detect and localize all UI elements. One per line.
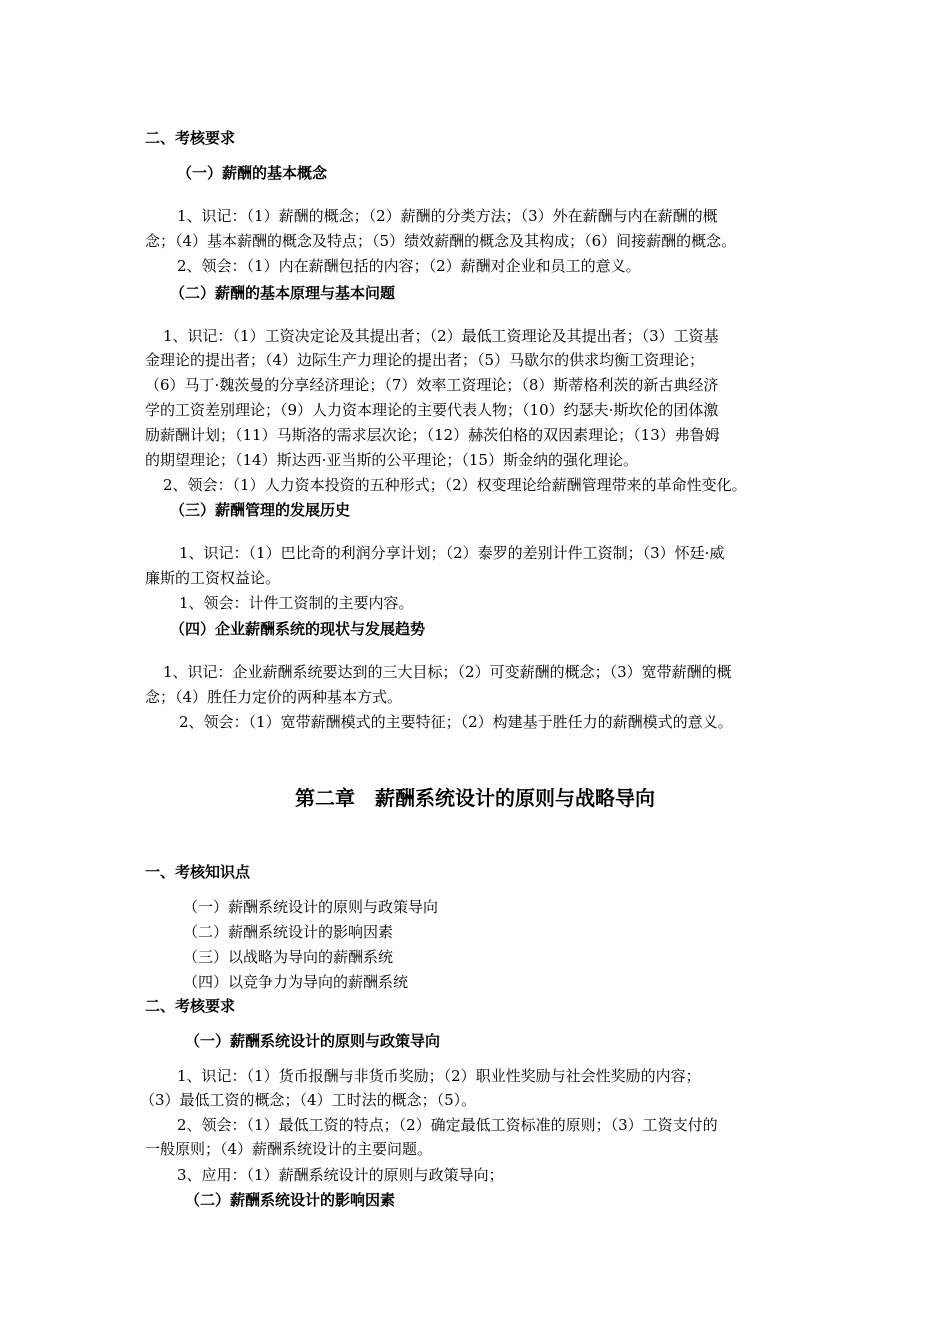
paragraph-line: （6）马丁·魏茨曼的分享经济理论；（7）效率工资理论；（8）斯蒂格利茨的新古典经济	[145, 376, 719, 394]
paragraph-line: 1、识记：（1）工资决定论及其提出者；（2）最低工资理论及其提出者；（3）工资基	[163, 327, 719, 345]
paragraph-line: 的期望理论；（14）斯达西·亚当斯的公平理论；（15）斯金纳的强化理论。	[145, 451, 638, 469]
paragraph-line: 3、应用：（1）薪酬系统设计的原则与政策导向；	[177, 1166, 504, 1184]
subsection-title: （三）薪酬管理的发展历史	[170, 501, 351, 519]
paragraph-line: 念；（4）基本薪酬的概念及特点；（5）绩效薪酬的概念及其构成；（6）间接薪酬的概念。	[145, 232, 737, 250]
paragraph-line: 学的工资差别理论；（9）人力资本理论的主要代表人物；（10）约瑟夫·斯坎伦的团体激	[145, 401, 719, 419]
section-header: 二、考核要求	[145, 129, 236, 147]
subsection-title: （二）薪酬系统设计的影响因素	[185, 1191, 396, 1209]
knowledge-point: （二）薪酬系统设计的影响因素	[183, 923, 394, 941]
paragraph-line: 励薪酬计划；（11）马斯洛的需求层次论；（12）赫茨伯格的双因素理论；（13）弗鲁姆	[145, 426, 720, 444]
paragraph-line: （3）最低工资的概念；（4）工时法的概念；（5）。	[140, 1091, 477, 1109]
paragraph-line: 1、识记：（1）巴比奇的利润分享计划；（2）泰罗的差别计件工资制；（3）怀廷·威	[179, 544, 725, 562]
paragraph-line: 1、领会：计件工资制的主要内容。	[179, 594, 414, 612]
knowledge-point: （一）薪酬系统设计的原则与政策导向	[183, 898, 439, 916]
section-header: 二、考核要求	[145, 997, 236, 1015]
knowledge-point: （四）以竞争力为导向的薪酬系统	[183, 973, 409, 991]
knowledge-point: （三）以战略为导向的薪酬系统	[183, 948, 394, 966]
subsection-title: （二）薪酬的基本原理与基本问题	[170, 284, 396, 302]
subsection-title: （一）薪酬的基本概念	[177, 164, 328, 182]
paragraph-line: 2、领会：（1）最低工资的特点；（2）确定最低工资标准的原则；（3）工资支付的	[177, 1116, 718, 1134]
subsection-title: （四）企业薪酬系统的现状与发展趋势	[170, 620, 426, 638]
paragraph-line: 金理论的提出者；（4）边际生产力理论的提出者；（5）马歇尔的供求均衡工资理论；	[145, 351, 705, 369]
paragraph-line: 廉斯的工资权益论。	[145, 569, 281, 587]
paragraph-line: 1、识记：企业薪酬系统要达到的三大目标；（2）可变薪酬的概念；（3）宽带薪酬的概	[163, 663, 732, 681]
section-header: 一、考核知识点	[145, 863, 251, 881]
paragraph-line: 2、领会：（1）宽带薪酬模式的主要特征；（2）构建基于胜任力的薪酬模式的意义。	[179, 713, 733, 731]
paragraph-line: 1、识记：（1）货币报酬与非货币奖励；（2）职业性奖励与社会性奖励的内容；	[177, 1067, 701, 1085]
chapter-title: 第二章 薪酬系统设计的原则与战略导向	[295, 786, 655, 810]
paragraph-line: 1、识记：（1）薪酬的概念；（2）薪酬的分类方法；（3）外在薪酬与内在薪酬的概	[177, 207, 718, 225]
paragraph-line: 念；（4）胜任力定价的两种基本方式。	[145, 688, 403, 706]
paragraph-line: 2、领会：（1）人力资本投资的五种形式；（2）权变理论给薪酬管理带来的革命性变化。	[163, 476, 747, 494]
paragraph-line: 2、领会：（1）内在薪酬包括的内容；（2）薪酬对企业和员工的意义。	[177, 257, 641, 275]
subsection-title: （一）薪酬系统设计的原则与政策导向	[185, 1032, 441, 1050]
paragraph-line: 一般原则；（4）薪酬系统设计的主要问题。	[145, 1140, 433, 1158]
